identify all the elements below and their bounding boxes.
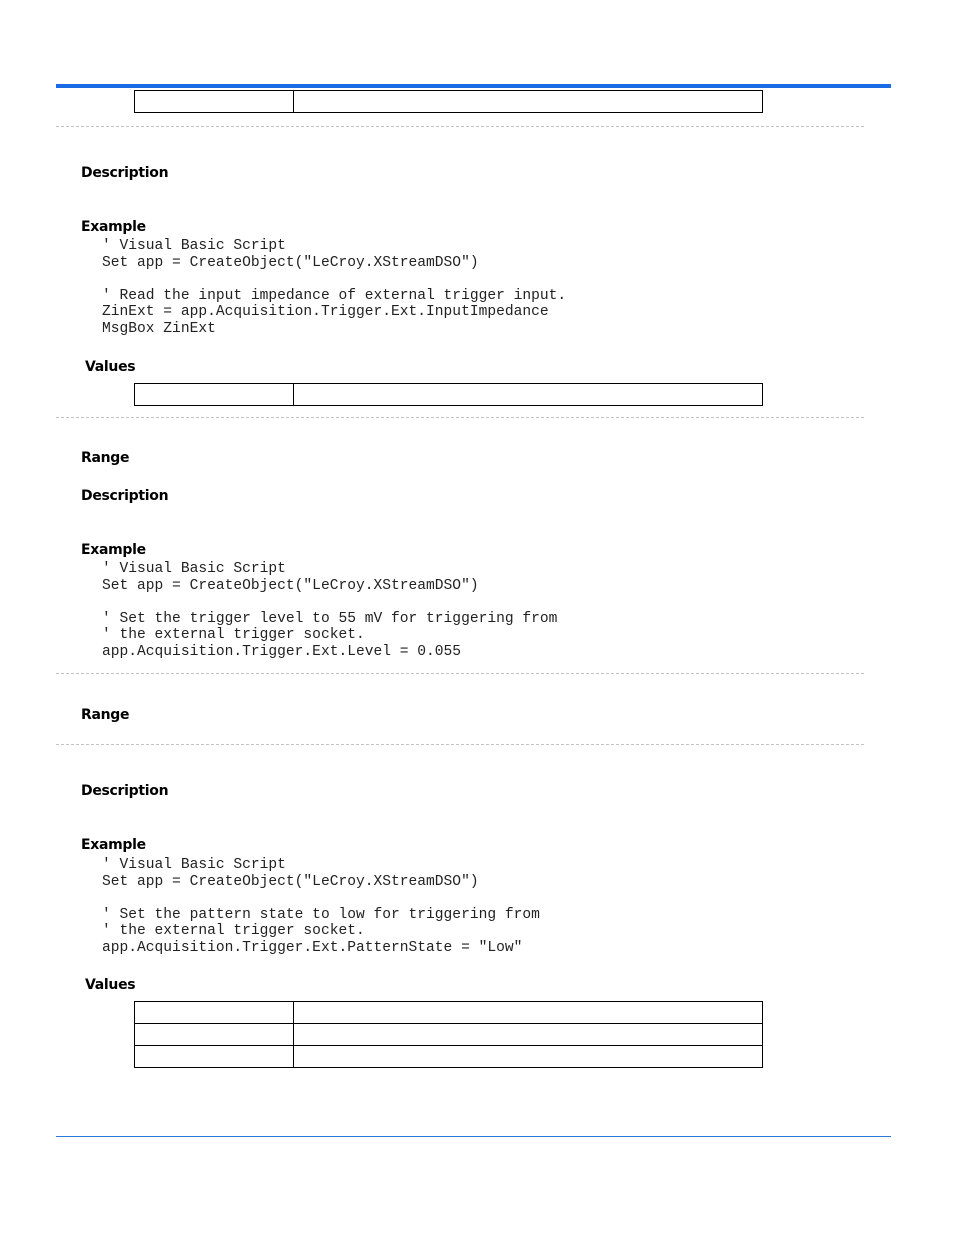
description-heading: Description [81,488,169,504]
table-cell [294,1024,763,1046]
code-line: ' the external trigger socket. [102,627,365,643]
header-rule [56,84,891,88]
code-line: app.Acquisition.Trigger.Ext.Level = 0.055 [102,643,462,660]
code-line [102,271,566,288]
values-heading: Values [85,977,136,993]
range-heading: Range [81,450,130,466]
code-example [102,857,540,956]
table-cell [135,1024,294,1046]
description-heading: Description [81,783,169,799]
table-row [135,91,763,113]
section-separator [56,744,864,745]
section-separator [56,126,864,127]
code-line: app.Acquisition.Trigger.Ext.PatternState = "Low" [102,939,523,956]
code-line: ' Visual Basic Script [102,238,286,254]
values-table-impedance [134,383,763,406]
code-example [102,238,566,337]
table-row [135,1024,763,1046]
section-separator [56,673,864,674]
code-line: ' Read the input impedance of external trigger input. [102,287,567,304]
table-cell [294,1046,763,1068]
code-line: Set app = CreateObject("LeCroy.XStreamDSO") [102,254,479,271]
table-cell [135,384,294,406]
table-row [135,1002,763,1024]
table-cell [294,1002,763,1024]
description-heading: Description [81,165,169,181]
footer-rule [56,1136,891,1137]
example-heading: Example [81,542,146,558]
code-example [102,561,557,660]
code-line: ' the external trigger socket. [102,923,365,939]
table-cell [294,91,763,113]
table-cell [135,91,294,113]
code-line: ' Set the pattern state to low for triggering from [102,906,540,923]
code-line [102,890,540,907]
code-line: ' Visual Basic Script [102,857,286,873]
table-row [135,384,763,406]
code-line: ZinExt = app.Acquisition.Trigger.Ext.InputImpedance [102,304,549,320]
range-heading: Range [81,707,130,723]
example-heading: Example [81,837,146,853]
example-heading: Example [81,219,146,235]
table-cell [294,384,763,406]
table-row [135,1046,763,1068]
table-cell [135,1046,294,1068]
code-line: ' Visual Basic Script [102,561,286,577]
values-heading: Values [85,359,136,375]
table-cell [135,1002,294,1024]
section-separator [56,417,864,418]
code-line: MsgBox ZinExt [102,320,216,337]
code-line: Set app = CreateObject("LeCroy.XStreamDSO") [102,577,479,594]
code-line [102,594,557,611]
values-table-pattern [134,1001,763,1068]
code-line: ' Set the trigger level to 55 mV for triggering from [102,610,558,627]
code-line: Set app = CreateObject("LeCroy.XStreamDSO") [102,873,479,890]
values-table-top [134,90,763,113]
